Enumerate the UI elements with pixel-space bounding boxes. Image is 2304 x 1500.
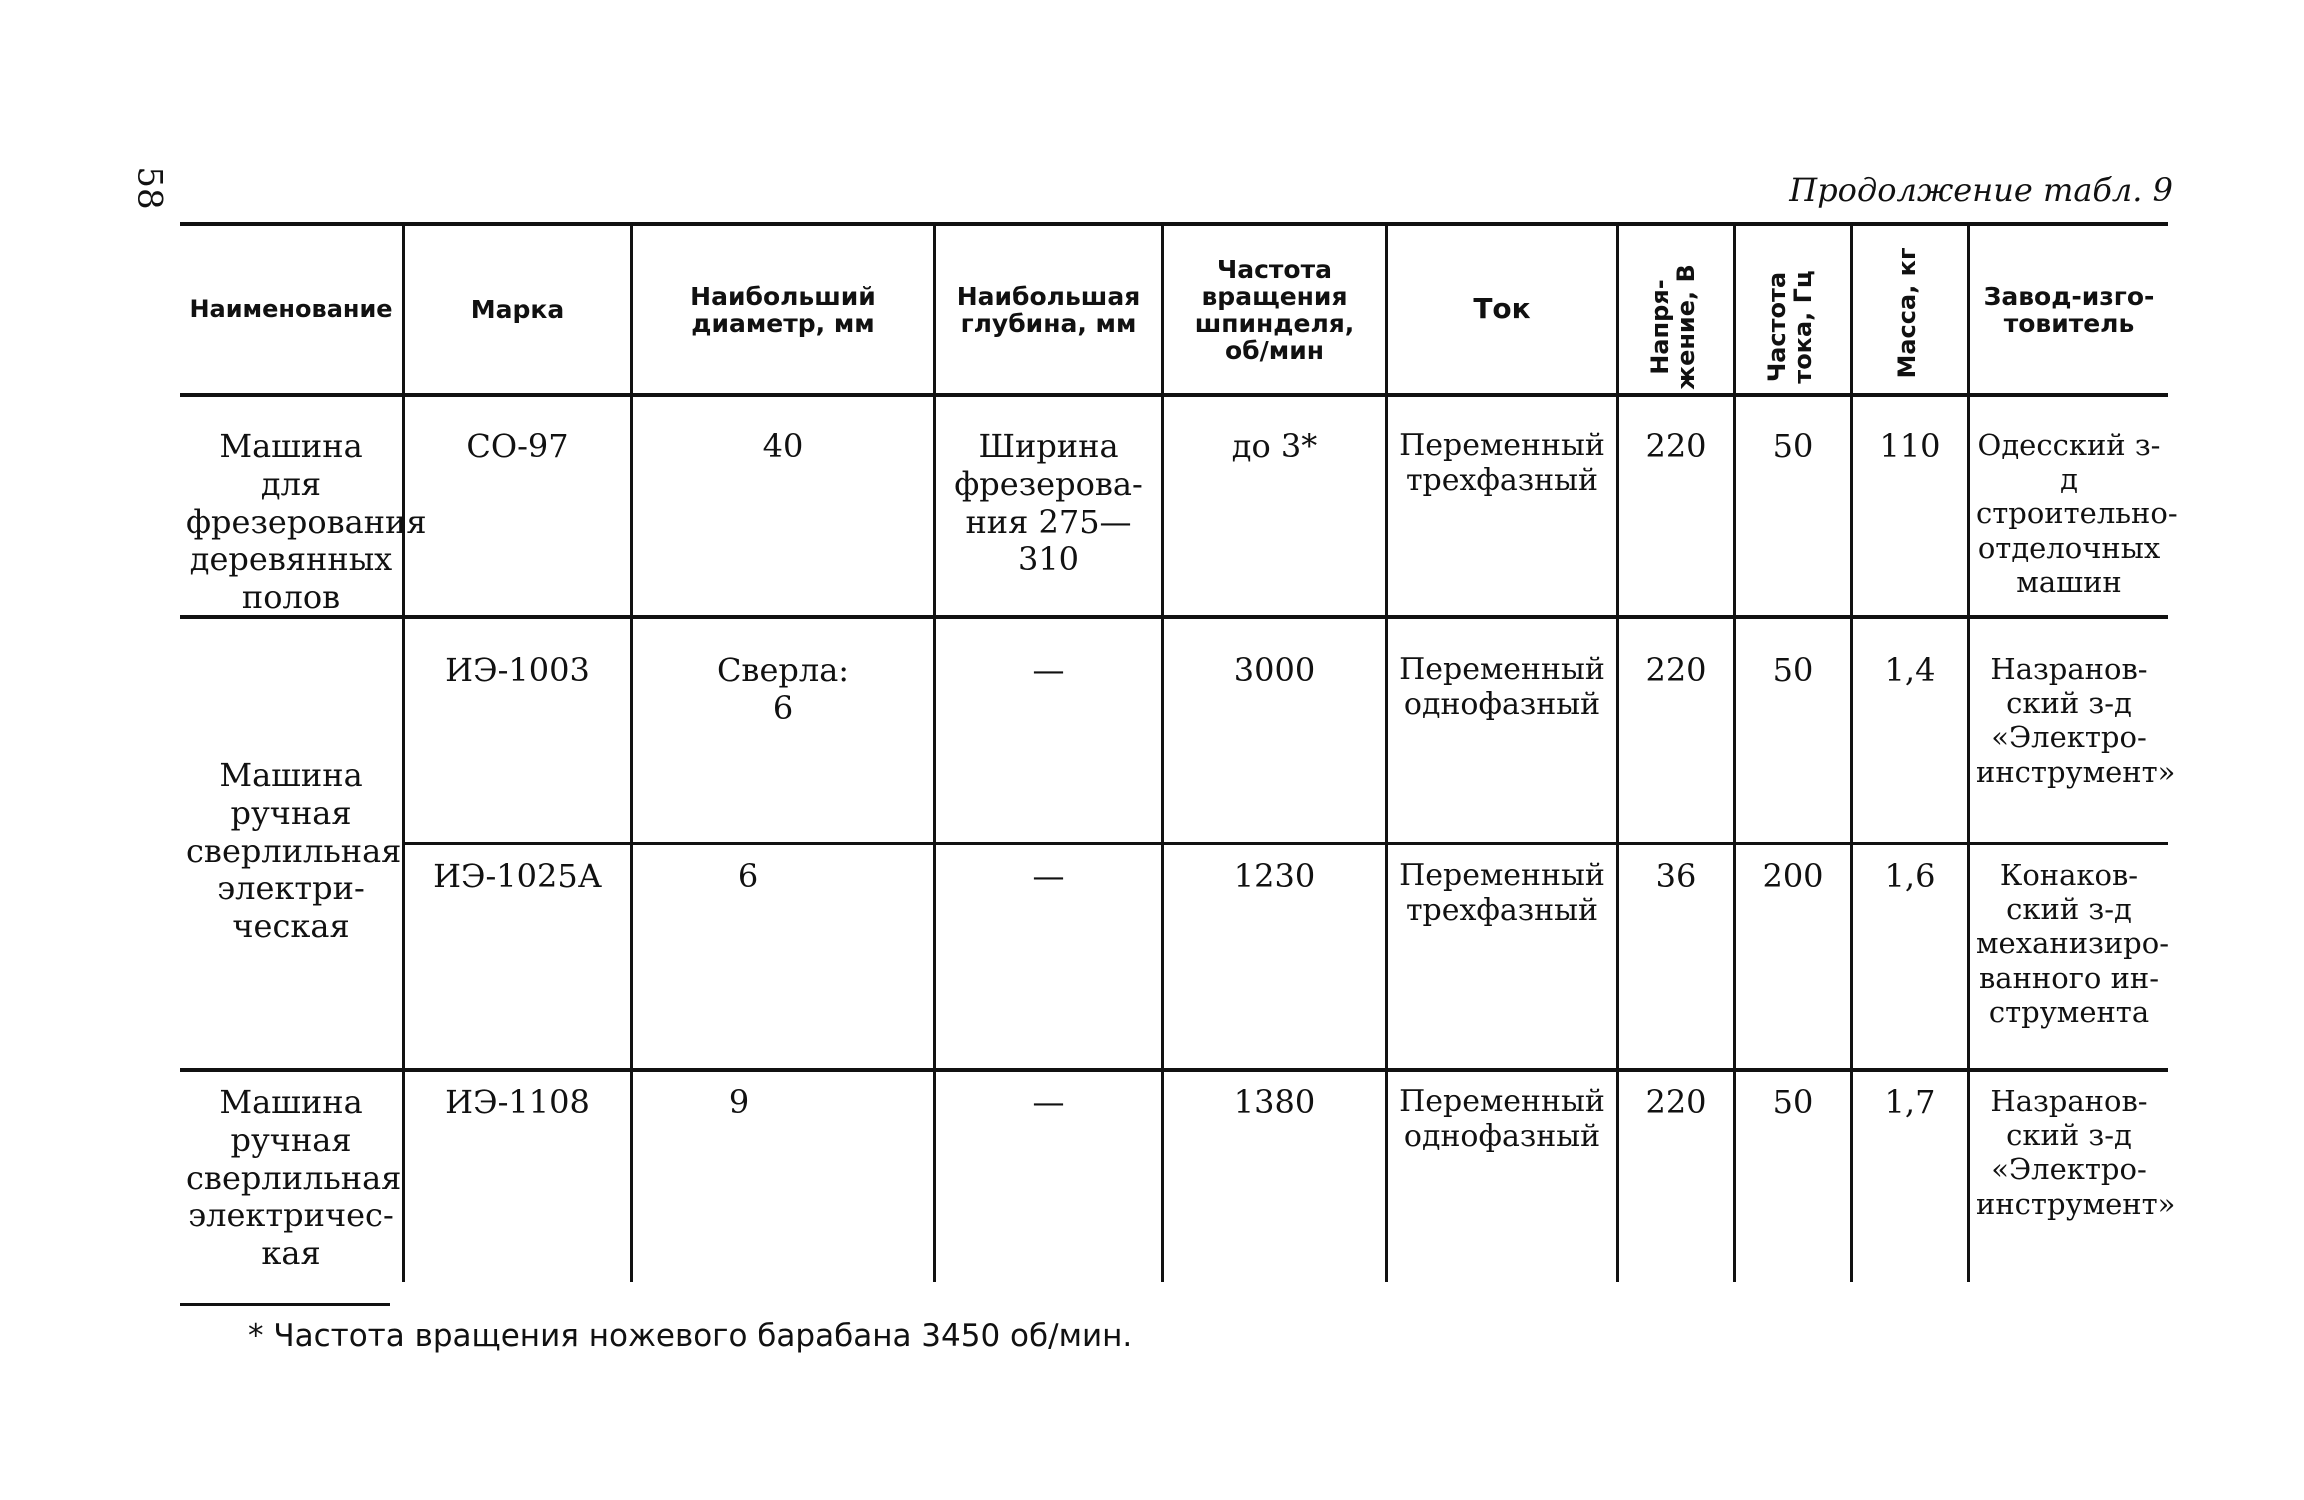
- row-3-bottom-rule: [180, 1068, 2168, 1072]
- row-3-spindle-speed: 1230: [1233, 857, 1316, 895]
- row-4-brand: ИЭ-1108: [445, 1083, 590, 1121]
- row-3-frequency: 200: [1762, 857, 1824, 895]
- row-1-max-depth: Ширина фрезерова- ния 275— 310: [954, 427, 1143, 579]
- row-1-voltage: 220: [1645, 427, 1707, 465]
- row-2-spindle-speed: 3000: [1233, 651, 1316, 689]
- row-4-manufacturer: Назранов- ский з-д «Электро- инструмент»: [1976, 1084, 2176, 1221]
- row-1-mass: 110: [1879, 427, 1941, 465]
- row-1-manufacturer: Одесский з-д строительно- отделочных машин: [1976, 428, 2178, 599]
- row-1-current: Переменный трехфазный: [1399, 428, 1605, 499]
- row-2-mass: 1,4: [1884, 651, 1936, 689]
- row-3-max-diameter: 6: [737, 857, 759, 895]
- col-rule-6: [1616, 222, 1619, 1282]
- row-2-voltage: 220: [1645, 651, 1707, 689]
- row-4-max-depth: —: [1032, 1083, 1065, 1121]
- row-2-frequency: 50: [1772, 651, 1814, 689]
- row-1-name: Машина для фрезерования деревянных полов: [186, 427, 427, 616]
- row-1-max-diameter: 40: [762, 427, 804, 465]
- header-bottom-rule: [180, 393, 2168, 397]
- header-mass: Масса, кг: [1893, 247, 1921, 379]
- header-manufacturer: Завод-изго- товитель: [1983, 281, 2155, 338]
- row-3-voltage: 36: [1655, 857, 1697, 895]
- header-max-diameter: Наибольший диаметр, мм: [690, 281, 876, 338]
- header-name: Наименование: [189, 294, 393, 323]
- equipment-table: [180, 222, 2178, 1282]
- row-1-frequency: 50: [1772, 427, 1814, 465]
- row-4-mass: 1,7: [1884, 1083, 1936, 1121]
- row-1-brand: СО-97: [466, 427, 569, 465]
- row-1-spindle-speed: до 3*: [1231, 427, 1318, 465]
- row-4-max-diameter: 9: [728, 1083, 750, 1121]
- footnote-rule: [180, 1303, 390, 1306]
- row-2-brand: ИЭ-1003: [445, 651, 590, 689]
- row-3-manufacturer: Конаков- ский з-д механизиро- ванного ин- струмента: [1976, 858, 2169, 1029]
- header-spindle-speed: Частота вращения шпинделя, об/мин: [1194, 254, 1355, 365]
- row-3-mass: 1,6: [1884, 857, 1936, 895]
- header-frequency: Частота тока, Гц: [1763, 270, 1818, 384]
- row-3-max-depth: —: [1032, 857, 1065, 895]
- row-1-bottom-rule: [180, 615, 2168, 619]
- row-2-current: Переменный однофазный: [1399, 652, 1605, 723]
- row-2-max-depth: —: [1032, 651, 1065, 689]
- row-3-brand: ИЭ-1025А: [433, 857, 602, 895]
- row-2-name: Машина ручная сверлильная электри- ческая: [186, 756, 402, 945]
- header-current: Ток: [1473, 292, 1531, 326]
- page-number: 58: [129, 166, 170, 210]
- header-max-depth: Наибольшая глубина, мм: [956, 281, 1141, 338]
- row-2-manufacturer: Назранов- ский з-д «Электро- инструмент»: [1976, 652, 2176, 789]
- table-continuation-caption: Продолжение табл. 9: [1789, 171, 2173, 209]
- header-brand: Марка: [470, 295, 565, 324]
- footnote: * Частота вращения ножевого барабана 3450 об/мин.: [248, 1318, 1133, 1354]
- row-4-current: Переменный однофазный: [1399, 1084, 1605, 1155]
- row-2-max-diameter: Сверла: 6: [716, 651, 850, 727]
- row-4-voltage: 220: [1645, 1083, 1707, 1121]
- row-4-frequency: 50: [1772, 1083, 1814, 1121]
- col-rule-7: [1733, 222, 1736, 1282]
- row-2-bottom-rule: [402, 842, 2168, 845]
- row-3-current: Переменный трехфазный: [1399, 858, 1605, 929]
- row-4-name: Машина ручная сверлильная электричес- кая: [186, 1083, 402, 1272]
- col-rule-8: [1850, 222, 1853, 1282]
- header-voltage: Напря- жение, В: [1646, 264, 1701, 390]
- row-4-spindle-speed: 1380: [1233, 1083, 1316, 1121]
